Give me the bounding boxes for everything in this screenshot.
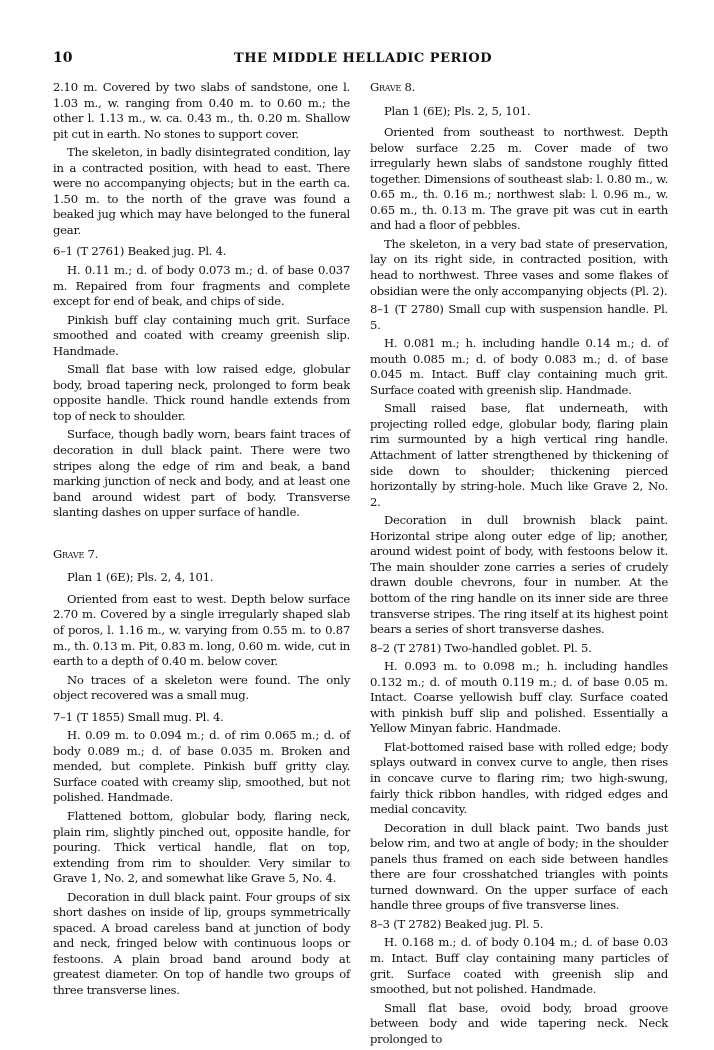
page-number: 10 (53, 50, 73, 66)
left-column (53, 80, 350, 1002)
paragraph: 2.10 m. Covered by two slabs of sandstone, one l. 1.03 m., w. ranging from 0.40 m. to 0.60 m.; the other l. 1.13 m., w. ca. 0.43 m., th. 0.20 m. Shallow pit cut in earth. No stones to support cover. (53, 80, 350, 141)
paragraph: Small raised base, flat underneath, with projecting rolled edge, globular body, flaring plain rim surmounted by a high vertical ring handle. Attachment of latter strengthened by thickening of side down to shoulder; thickening pierced horizontally by string-hole. Much like Grave 2, No. 2. (370, 401, 668, 509)
paragraph: Decoration in dull black paint. Four groups of six short dashes on inside of lip, groups symmetrically spaced. A broad careless band at junction of body and neck, fringed below with continuous loops or festoons. A plain broad band around body at greatest diameter. On top of handle two groups of three transverse lines. (53, 889, 350, 997)
paragraph: Oriented from southeast to northwest. Depth below surface 2.25 m. Cover made of two irregularly hewn slabs of sandstone roughly fitted together. Dimensions of southeast slab: l. 0.80 m., w. 0.65 m., th. 0.16 m.; northwest slab: l. 0.96 m., w. 0.65 m., th. 0.13 m. The grave pit was cut in earth and had a floor of pebbles. (370, 125, 668, 233)
section-heading-grave-8: Grave 8. (370, 80, 416, 94)
paragraph: The skeleton, in a very bad state of preservation, lay on its right side, in contracted position, with head to northwest. Three vases and some flakes of obsidian were the only accompanying objects (Pl. 2). (370, 236, 668, 298)
paragraph: H. 0.11 m.; d. of body 0.073 m.; d. of base 0.037 m. Repaired from four fragments and complete except for end of beak, and chips of side. (53, 263, 350, 309)
paragraph: The skeleton, in badly disintegrated condition, lay in a contracted position, with head to east. There were no accompanying objects; but in the earth ca. 1.50 m. to the north of the grave was found a beaked jug which may have belonged to the funeral gear. (53, 145, 350, 237)
paragraph: Pinkish buff clay containing much grit. Surface smoothed and coated with creamy greenish slip. Handmade. (53, 312, 350, 358)
paragraph: Surface, though badly worn, bears faint traces of decoration in dull black paint. There were two stripes along the edge of rim and beak, a band marking junction of neck and body, and at least one band around widest part of body. Transverse slanting dashes on upper surface of handle. (53, 427, 350, 520)
catalogue-entry-heading: 6–1 (T 2761) Beaked jug. Pl. 4. (53, 244, 227, 259)
paragraph: Small flat base with low raised edge, globular body, broad tapering neck, prolonged to form beak opposite handle. Thick round handle extends from top of neck to shoulder. (53, 362, 350, 423)
plan-reference: Plan 1 (6E); Pls. 2, 5, 101. (384, 103, 531, 118)
paragraph: H. 0.081 m.; h. including handle 0.14 m.; d. of mouth 0.085 m.; d. of body 0.083 m.; d. of base 0.045 m. Intact. Buff clay containing much grit. Surface coated with greenish slip. Handmade. (370, 336, 668, 397)
paragraph: No traces of a skeleton were found. The only object recovered was a small mug. (53, 672, 350, 703)
catalogue-entry-heading: 8–3 (T 2782) Beaked jug. Pl. 5. (370, 916, 544, 931)
paragraph: Decoration in dull brownish black paint. Horizontal stripe along outer edge of lip; another, around widest point of body, with festoons below it. The main shoulder zone carries a series of crudely drawn double chevrons, four in number. At the bottom of the ring handle on its inner side are three transverse stripes. The ring itself at its highest point bears a series of short transverse dashes. (370, 513, 668, 637)
running-title: THE MIDDLE HELLADIC PERIOD (234, 51, 492, 66)
section-heading-grave-7: Grave 7. (53, 546, 99, 561)
right-column (370, 80, 668, 1050)
paragraph: H. 0.168 m.; d. of body 0.104 m.; d. of base 0.03 m. Intact. Buff clay containing many particles of grit. Surface coated with greenish slip and smoothed, but not polished. Handmade. (370, 935, 668, 997)
paragraph: H. 0.09 m. to 0.094 m.; d. of rim 0.065 m.; d. of body 0.089 m.; d. of base 0.035 m. Broken and mended, but complete. Pinkish buff gritty clay. Surface coated with creamy slip, smoothed, but not polished. Handmade. (53, 728, 350, 805)
catalogue-entry-heading: 7–1 (T 1855) Small mug. Pl. 4. (53, 709, 224, 724)
paragraph: Oriented from east to west. Depth below surface 2.70 m. Covered by a single irregularly shaped slab of poros, l. 1.16 m., w. varying from 0.55 m. to 0.87 m., th. 0.13 m. Pit, 0.83 m. long, 0.60 m. wide, cut in earth to a depth of 0.40 m. below cover. (53, 591, 350, 669)
catalogue-entry-heading: 8–2 (T 2781) Two-handled goblet. Pl. 5. (370, 640, 592, 655)
paragraph: H. 0.093 m. to 0.098 m.; h. including handles 0.132 m.; d. of mouth 0.119 m.; d. of base 0.05 m. Intact. Coarse yellowish buff clay. Surface coated with pinkish buff slip and polished. Essentially a Yellow Minyan fabric. Handmade. (370, 659, 668, 736)
catalogue-entry-heading: 8–1 (T 2780) Small cup with suspension handle. Pl. 5. (370, 302, 668, 332)
plan-reference: Plan 1 (6E); Pls. 2, 4, 101. (67, 570, 214, 585)
paragraph: Decoration in dull black paint. Two bands just below rim, and two at angle of body; in the shoulder panels thus framed on each side between handles there are four crosshatched triangles with points turned downward. On the upper surface of each handle three groups of five transverse lines. (370, 820, 668, 913)
page-header (53, 50, 673, 72)
paragraph: Flattened bottom, globular body, flaring neck, plain rim, slightly pinched out, opposite handle, for pouring. Thick vertical handle, flat on top, extending from rim to shoulder. Very similar to Grave 1, No. 2, and somewhat like Grave 5, No. 4. (53, 808, 350, 886)
paragraph: Flat-bottomed raised base with rolled edge; body splays outward in convex curve to angle, then rises in concave curve to flaring rim; two high-swung, fairly thick ribbon handles, with ridged edges and medial concavity. (370, 739, 668, 817)
paragraph: Small flat base, ovoid body, broad groove between body and wide tapering neck. Neck prolonged to (370, 1000, 668, 1046)
